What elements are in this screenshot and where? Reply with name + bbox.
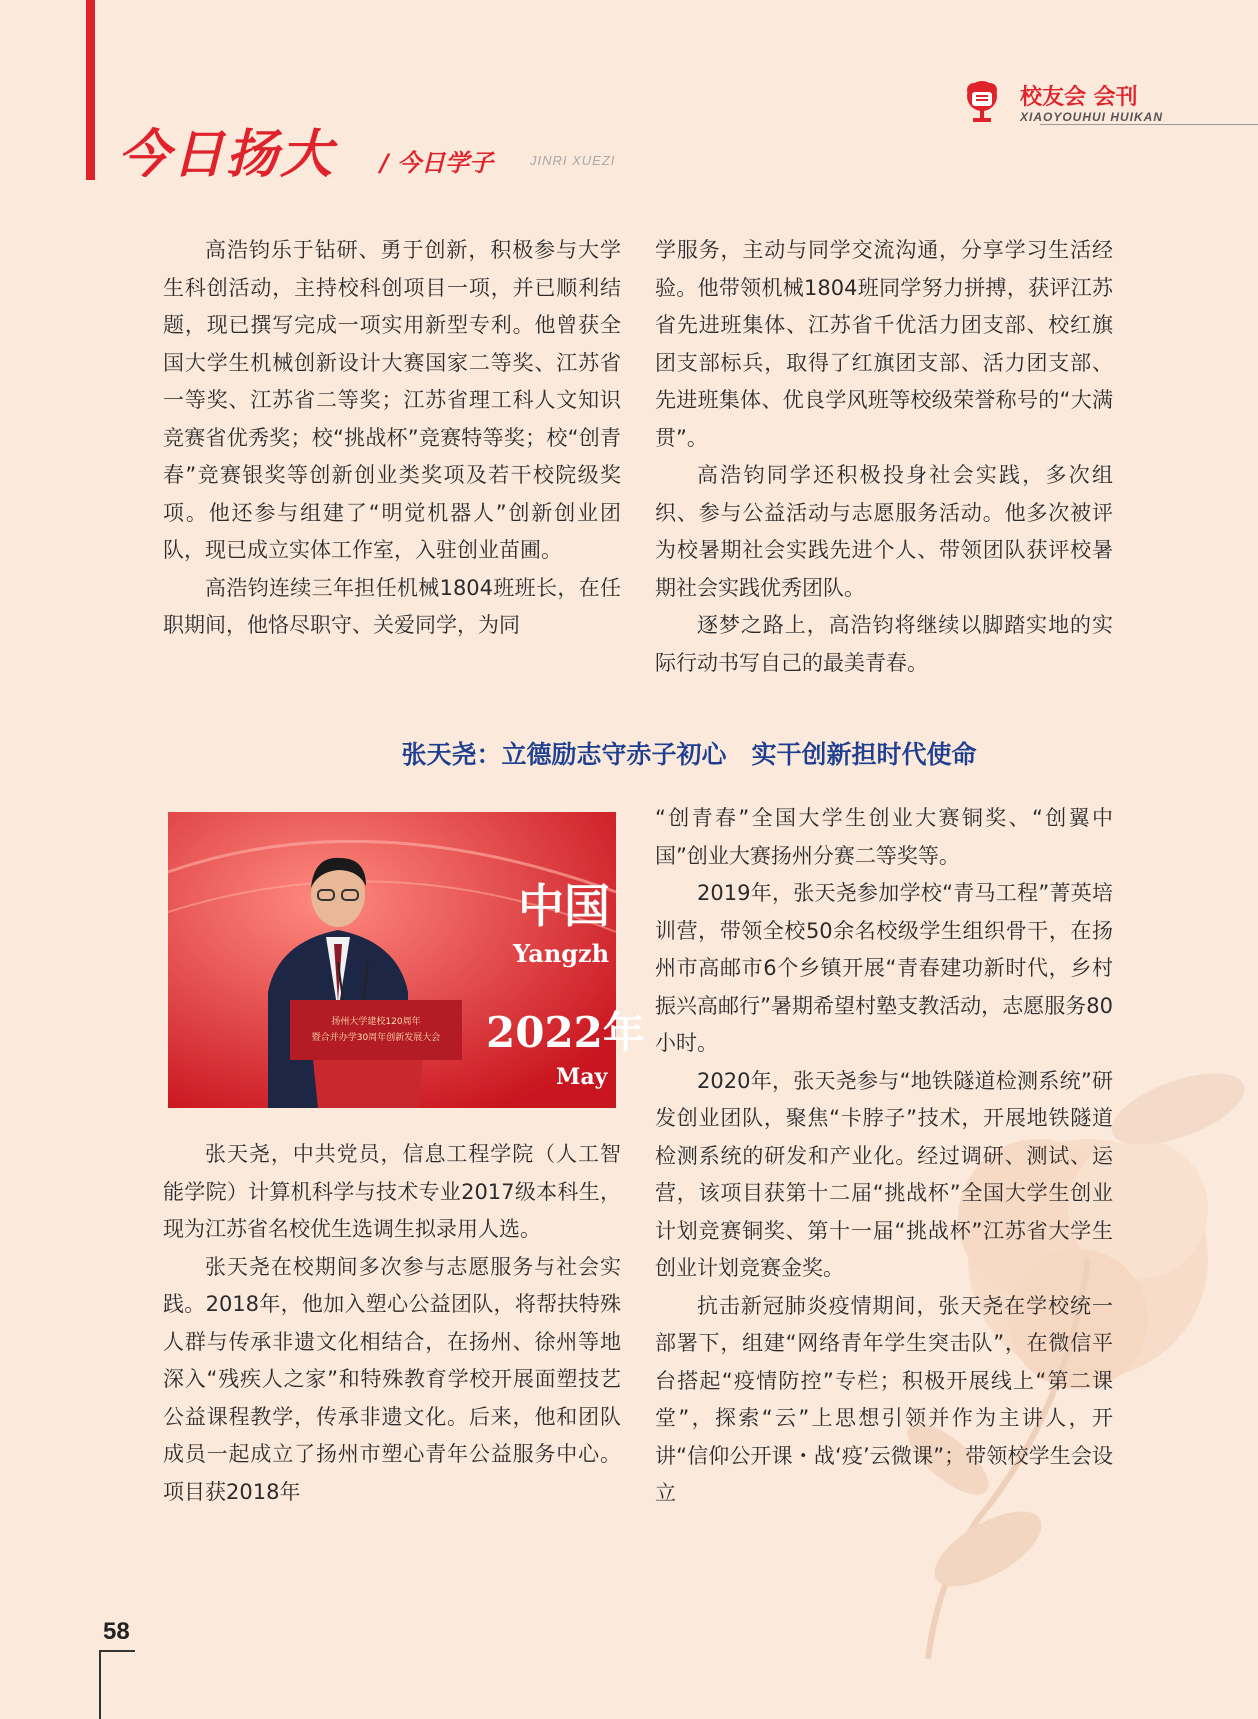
- speaker-photo: [168, 812, 645, 1108]
- paragraph: 2019年，张天尧参加学校“青马工程”菁英培训营，带领全校50余名校级学生组织骨干，在扬州市高邮市6个乡镇开展“青春建功新时代，乡村振兴高邮行”暑期希望村塾支教活动，志愿服务80小时。: [655, 881, 1113, 1055]
- bg-text-year: 2022年: [486, 1008, 645, 1057]
- paragraph: 高浩钧乐于钻研、勇于创新，积极参与大学生科创活动，主持校科创项目一项，并已顺利结题，现已撰写完成一项实用新型专利。他曾获全国大学生机械创新设计大赛国家二等奖、江苏省一等奖、江苏省二等奖；江苏省理工科人文知识竞赛省优秀奖；校“挑战杯”竞赛特等奖；校“创青春”竞赛银奖等创新创业类奖项及若干校院级奖项。他还参与组建了“明觉机器人”创新创业团队，现已成立实体工作室，入驻创业苗圃。: [163, 238, 621, 562]
- article1-right-column: [655, 232, 1113, 682]
- magazine-pinyin: XIAOYOUHUI HUIKAN: [1020, 110, 1164, 124]
- page-corner-rule: [99, 1650, 101, 1719]
- sub-title-text: 今日学子: [397, 149, 494, 177]
- podium-line2: 暨合并办学30周年创新发展大会: [311, 1033, 441, 1043]
- sub-title-pinyin: JINRI XUEZI: [530, 153, 616, 168]
- magazine-name: 校友会 会刊: [1020, 85, 1138, 110]
- article2-left-column: [163, 1136, 621, 1511]
- podium-line1: 扬州大学建校120周年: [331, 1017, 421, 1027]
- paragraph: 逐梦之路上，高浩钧将继续以脚踏实地的实际行动书写自己的最美青春。: [655, 613, 1113, 675]
- bg-text-yangzhou: Yangzh: [513, 939, 610, 968]
- paragraph: “创青春”全国大学生创业大赛铜奖、“创翼中国”创业大赛扬州分赛二等奖等。: [655, 806, 1113, 868]
- paragraph: 张天尧在校期间多次参与志愿服务与社会实践。2018年，他加入塑心公益团队，将帮扶特殊人群与传承非遗文化相结合，在扬州、徐州等地深入“残疾人之家”和特殊教育学校开展面塑技艺公益课程教学，传承非遗文化。后来，他和团队成员一起成立了扬州市塑心青年公益服务中心。项目获2018年: [163, 1254, 621, 1504]
- article-title: 张天尧：立德励志守赤子初心 实干创新担时代使命: [401, 740, 977, 769]
- paragraph: 抗击新冠肺炎疫情期间，张天尧在学校统一部署下，组建“网络青年学生突击队”，在微信平台搭起“疫情防控”专栏；积极开展线上“第二课堂”，探索“云”上思想引领并作为主讲人，开讲“信仰公开课・战‘疫’云微课”；带领校学生会设立: [655, 1293, 1113, 1505]
- paragraph: 张天尧，中共党员，信息工程学院（人工智能学院）计算机科学与技术专业2017级本科生，现为江苏省名校优生选调生拟录用人选。: [163, 1142, 621, 1241]
- sub-title: [380, 143, 493, 178]
- section-title: 今日扬大: [118, 125, 335, 185]
- magazine-logo: [958, 76, 1258, 126]
- page-corner-rule-h: [99, 1650, 135, 1652]
- paragraph: 2020年，张天尧参与“地铁隧道检测系统”研发创业团队，聚焦“卡脖子”技术，开展地铁隧道检测系统的研发和产业化。经过调研、测试、运营，该项目获第十二届“挑战杯”全国大学生创业计划竞赛铜奖、第十一届“挑战杯”江苏省大学生创业计划竞赛金奖。: [655, 1068, 1113, 1280]
- speaker-photo-illustration: [168, 812, 645, 1108]
- article1-left-column: [163, 232, 621, 645]
- sub-title-slash: /: [380, 149, 389, 177]
- paragraph: 高浩钧同学还积极投身社会实践，多次组织、参与公益活动与志愿服务活动。他多次被评为校暑期社会实践先进个人、带领团队获评校暑期社会实践优秀团队。: [655, 463, 1113, 600]
- page-number: 58: [103, 1618, 130, 1645]
- header-rule: [1040, 124, 1258, 125]
- bg-text-may: May: [556, 1064, 608, 1090]
- article2-right-column: [655, 800, 1113, 1513]
- paragraph: 高浩钧连续三年担任机械1804班班长，在任职期间，他恪尽职守、关爱同学，为同: [163, 575, 621, 637]
- section-accent-bar: [86, 0, 95, 180]
- school-emblem-icon: [958, 76, 1006, 124]
- bg-text-china: 中国: [518, 879, 610, 933]
- paragraph: 学服务，主动与同学交流沟通，分享学习生活经验。他带领机械1804班同学努力拼搏，获评江苏省先进班集体、江苏省千优活力团支部、校红旗团支部标兵，取得了红旗团支部、活力团支部、先进班集体、优良学风班等校级荣誉称号的“大满贯”。: [655, 238, 1113, 450]
